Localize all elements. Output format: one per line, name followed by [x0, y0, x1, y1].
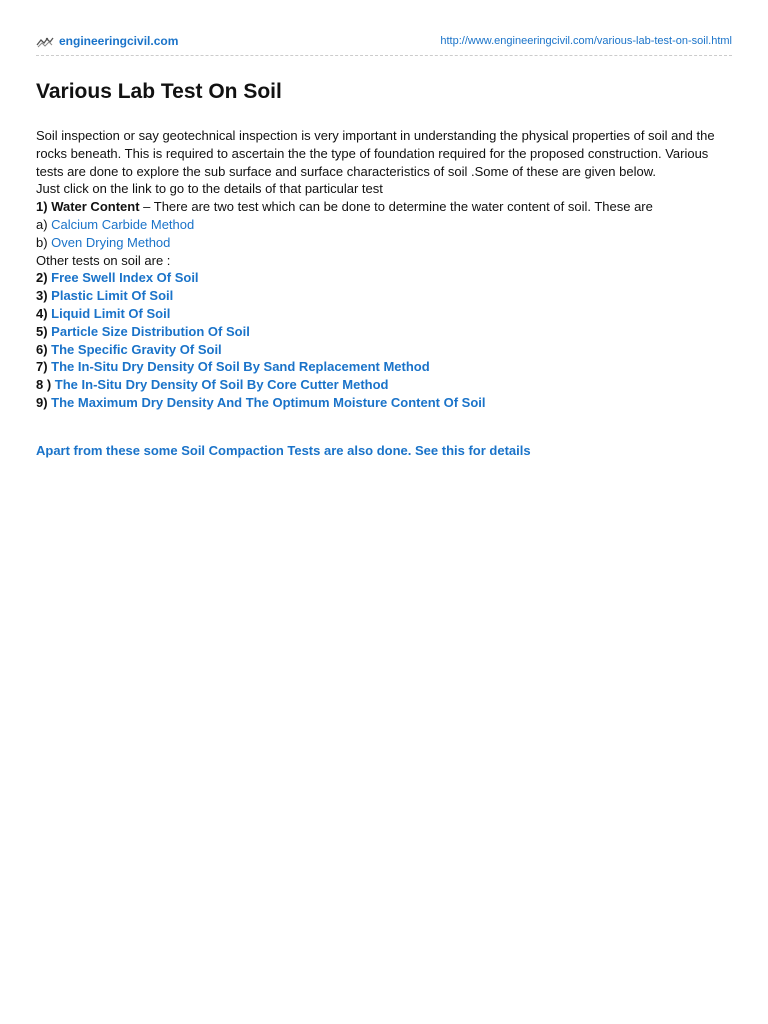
core-cutter-link[interactable]: The In-Situ Dry Density Of Soil By Core Cutter Method [54, 377, 389, 393]
liquid-limit-link[interactable]: Liquid Limit Of Soil [51, 305, 171, 321]
intro-paragraph: Soil inspection or say geotechnical inspection is very important in understanding the physical properties of soil and the rocks beneath. This is required to ascertain the the type of foundation required for the proposed construction. Various tests are done to explore the sub surface and surface characteristics of soil .Some of these are given below. [36, 128, 715, 179]
test-number: 5) [36, 323, 52, 339]
test-number: 6) [36, 341, 52, 357]
test-item [36, 358, 736, 376]
site-logo-icon [36, 35, 54, 47]
method-prefix: b) [36, 234, 52, 250]
specific-gravity-link[interactable]: The Specific Gravity Of Soil [51, 341, 222, 357]
site-brand[interactable] [36, 33, 178, 49]
method-item [36, 234, 736, 252]
water-content-label: Water Content [51, 199, 140, 215]
test-item [36, 269, 736, 287]
water-content-number: 1) [36, 199, 48, 215]
test-number: 7) [36, 359, 52, 375]
test-number: 3) [36, 288, 52, 304]
article-body [36, 127, 736, 412]
article-title: Various Lab Test On Soil [36, 80, 282, 103]
page-header [36, 33, 732, 49]
max-dry-density-link[interactable]: The Maximum Dry Density And The Optimum Moisture Content Of Soil [51, 394, 486, 410]
other-tests-heading: Other tests on soil are : [36, 252, 171, 268]
test-number: 4) [36, 305, 52, 321]
soil-compaction-tests-link[interactable]: Apart from these some Soil Compaction Tests are also done. See this for details [36, 443, 531, 458]
water-content-line [36, 198, 736, 216]
test-number: 8 ) [36, 377, 55, 393]
site-name[interactable]: engineeringcivil.com [59, 34, 179, 48]
test-number: 9) [36, 394, 52, 410]
calcium-carbide-method-link[interactable]: Calcium Carbide Method [51, 216, 195, 232]
water-content-text: – There are two test which can be done to determine the water content of soil. These are [139, 199, 653, 215]
particle-size-distribution-link[interactable]: Particle Size Distribution Of Soil [51, 323, 250, 339]
free-swell-index-link[interactable]: Free Swell Index Of Soil [51, 270, 199, 286]
method-item [36, 216, 736, 234]
test-item [36, 394, 736, 412]
oven-drying-method-link[interactable]: Oven Drying Method [51, 234, 171, 250]
test-item [36, 305, 736, 323]
page-url-link[interactable]: http://www.engineeringcivil.com/various-lab-test-on-soil.html [440, 35, 732, 47]
plastic-limit-link[interactable]: Plastic Limit Of Soil [51, 288, 174, 304]
method-prefix: a) [36, 216, 52, 232]
test-item [36, 341, 736, 359]
instruction-text: Just click on the link to go to the details of that particular test [36, 181, 383, 197]
test-item [36, 323, 736, 341]
sand-replacement-link[interactable]: The In-Situ Dry Density Of Soil By Sand Replacement Method [51, 359, 430, 375]
test-item [36, 287, 736, 305]
test-item [36, 376, 736, 394]
test-number: 2) [36, 270, 52, 286]
header-divider [36, 55, 732, 56]
